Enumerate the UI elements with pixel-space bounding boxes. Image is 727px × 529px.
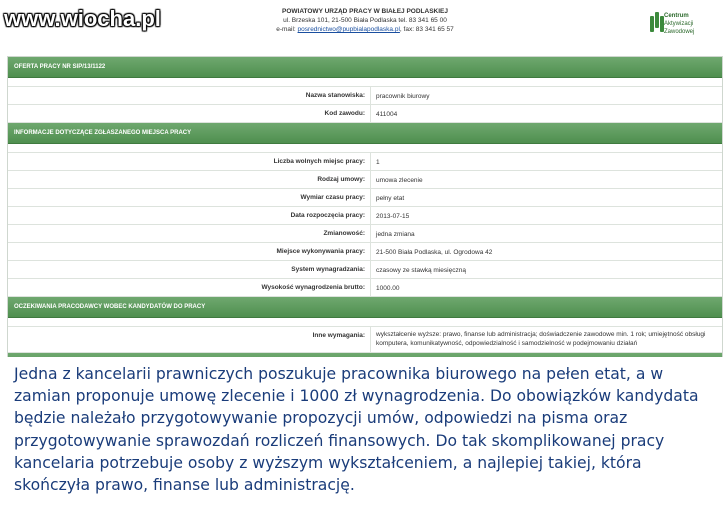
logo-line2: Aktywizacji Zawodowej: [664, 21, 695, 35]
row-value: pracownik biurowy: [376, 93, 430, 100]
row-label: Inne wymagania:: [312, 332, 365, 339]
row-value: wykształcenie wyższe: prawo, finanse lub administracja; doświadczenie zawodowe min. 1 rok; umiejętność obsługi komputera, komunikatywność, odpowiedzialność i samodzielność w podejmowaniu działań: [376, 331, 706, 347]
watermark: www.wiocha.pl: [4, 6, 161, 31]
row-value: umowa zlecenie: [376, 177, 423, 184]
row-value: 1000.00: [376, 285, 400, 292]
office-address: ul. Brzeska 101, 21-500 Biała Podlaska tel. 83 341 65 00: [283, 17, 447, 24]
section-header-duties: [8, 353, 722, 357]
row-label: Zmianowość:: [323, 230, 365, 237]
logo-caz: [650, 10, 725, 36]
row-label: Miejsce wykonywania pracy:: [276, 248, 365, 255]
office-contact: [200, 25, 530, 34]
row-value: 411004: [376, 111, 398, 118]
table-row: [8, 225, 722, 243]
row-spacer: [8, 144, 722, 153]
row-label: Nazwa stanowiska:: [305, 92, 365, 99]
table-row: [8, 327, 722, 353]
section-header-offer: OFERTA PRACY NR SIP/13/1122: [8, 57, 722, 78]
table-row: [8, 261, 722, 279]
row-label: System wynagradzania:: [291, 266, 365, 273]
table-row: [8, 189, 722, 207]
row-label: Wysokość wynagrodzenia brutto:: [261, 284, 365, 291]
row-label: Wymiar czasu pracy:: [300, 194, 365, 201]
fax: , fax: 83 341 65 57: [399, 26, 454, 33]
row-spacer: [8, 318, 722, 327]
row-label: Rodzaj umowy:: [317, 176, 365, 183]
logo-text: [664, 12, 725, 36]
section-header-place: INFORMACJE DOTYCZĄCE ZGŁASZANEGO MIEJSCA PRACY: [8, 123, 722, 144]
row-value: pełny etat: [376, 195, 405, 202]
logo-mark-icon: [650, 12, 664, 32]
email-prefix: e-mail:: [276, 26, 296, 33]
table-row: [8, 171, 722, 189]
table-row: [8, 243, 722, 261]
table-row: [8, 153, 722, 171]
row-value: czasowy ze stawką miesięczną: [376, 267, 466, 274]
logo-line1: Centrum: [664, 13, 689, 19]
row-value: 1: [376, 159, 380, 166]
row-spacer: [8, 78, 722, 87]
table-row: [8, 279, 722, 297]
row-label: Data rozpoczęcia pracy:: [290, 212, 365, 219]
section-header-expectations: OCZEKIWANIA PRACODAWCY WOBEC KANDYDATÓW DO PRACY: [8, 297, 722, 318]
caption-text: Jedna z kancelarii prawniczych poszukuje pracownika biurowego na pełen etat, a w zamian proponuje umowę zlecenie i 1000 zł wynagrodzenia. Do obowiązków kandydata będzie należało przygotowywanie propozycji umów, odpowiedzi na pisma oraz przygotowywanie sprawozdań rozliczeń finansowych. Do tak skomplikowanej pracy kancelaria potrzebuje osoby z wyższym wykształceniem, a najlepiej takiej, która skończyła prawo, finanse lub administrację.: [14, 365, 699, 495]
office-name: POWIATOWY URZĄD PRACY W BIAŁEJ PODLASKIEJ: [281, 8, 448, 15]
email-link[interactable]: posrednictwo@pupbialapodlaska.pl: [297, 26, 400, 33]
table-row: [8, 207, 722, 225]
row-value: jedna zmiana: [376, 231, 415, 238]
table-row: [8, 105, 722, 123]
offer-panel: [7, 56, 723, 357]
row-value: 2013-07-15: [376, 213, 410, 220]
row-value: 21-500 Biała Podlaska, ul. Ogrodowa 42: [376, 249, 493, 256]
row-label: Liczba wolnych miejsc pracy:: [273, 158, 365, 165]
office-info: [200, 7, 530, 34]
table-row: [8, 87, 722, 105]
row-label: Kod zawodu:: [324, 110, 365, 117]
